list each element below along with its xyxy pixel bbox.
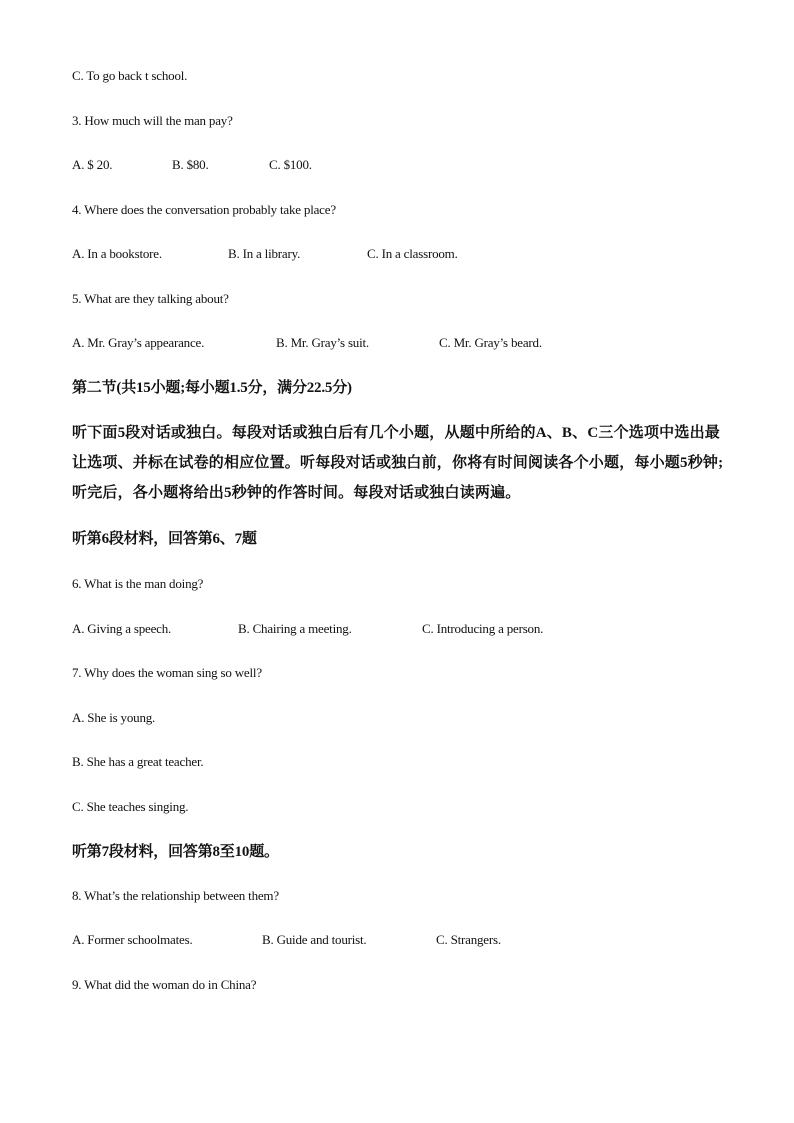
- q7-option-a: A. She is young.: [72, 710, 156, 725]
- q8-question: 8. What’s the relationship between them?: [72, 888, 279, 903]
- q5-question: 5. What are they talking about?: [72, 291, 229, 306]
- q4-option-a: A. In a bookstore.: [72, 246, 162, 261]
- q8-option-c: C. Strangers.: [436, 932, 501, 947]
- q6-option-b: B. Chairing a meeting.: [238, 621, 352, 636]
- q3-option-c: C. $100.: [269, 157, 312, 172]
- q4-question: 4. Where does the conversation probably take place?: [72, 202, 336, 217]
- q6-question: 6. What is the man doing?: [72, 576, 204, 591]
- q5-option-a: A. Mr. Gray’s appearance.: [72, 335, 205, 350]
- q5-option-b: B. Mr. Gray’s suit.: [276, 335, 369, 350]
- q3-option-a: A. $ 20.: [72, 157, 113, 172]
- q4-option-b: B. In a library.: [228, 246, 301, 261]
- q5-option-c: C. Mr. Gray’s beard.: [439, 335, 542, 350]
- material-6-heading: 听第6段材料，回答第6、7题: [72, 531, 257, 547]
- q8-option-a: A. Former schoolmates.: [72, 932, 193, 947]
- material-7-heading: 听第7段材料，回答第8至10题。: [72, 844, 279, 860]
- q8-option-b: B. Guide and tourist.: [262, 932, 367, 947]
- q3-question: 3. How much will the man pay?: [72, 113, 233, 128]
- q4-option-c: C. In a classroom.: [367, 246, 458, 261]
- section-2-title: 第二节(共15小题;每小题1.5分，满分22.5分): [72, 380, 352, 396]
- q3-option-b: B. $80.: [172, 157, 209, 172]
- q6-option-c: C. Introducing a person.: [422, 621, 544, 636]
- q9-question: 9. What did the woman do in China?: [72, 977, 257, 992]
- section-2-instructions: 听下面5段对话或独白。每段对话或独白后有几个小题，从题中所给的A、B、C三个选项中选出最让选项、并标在试卷的相应位置。听每段对话或独白前，你将有时间阅读各个小题，每小题5秒钟;听完后，各小题将给出5秒钟的作答时间。每段对话或独白读两遍。: [72, 425, 724, 501]
- q7-question: 7. Why does the woman sing so well?: [72, 665, 262, 680]
- q7-option-b: B. She has a great teacher.: [72, 754, 204, 769]
- q2-option-c: C. To go back t school.: [72, 68, 188, 83]
- q6-option-a: A. Giving a speech.: [72, 621, 172, 636]
- q7-option-c: C. She teaches singing.: [72, 799, 189, 814]
